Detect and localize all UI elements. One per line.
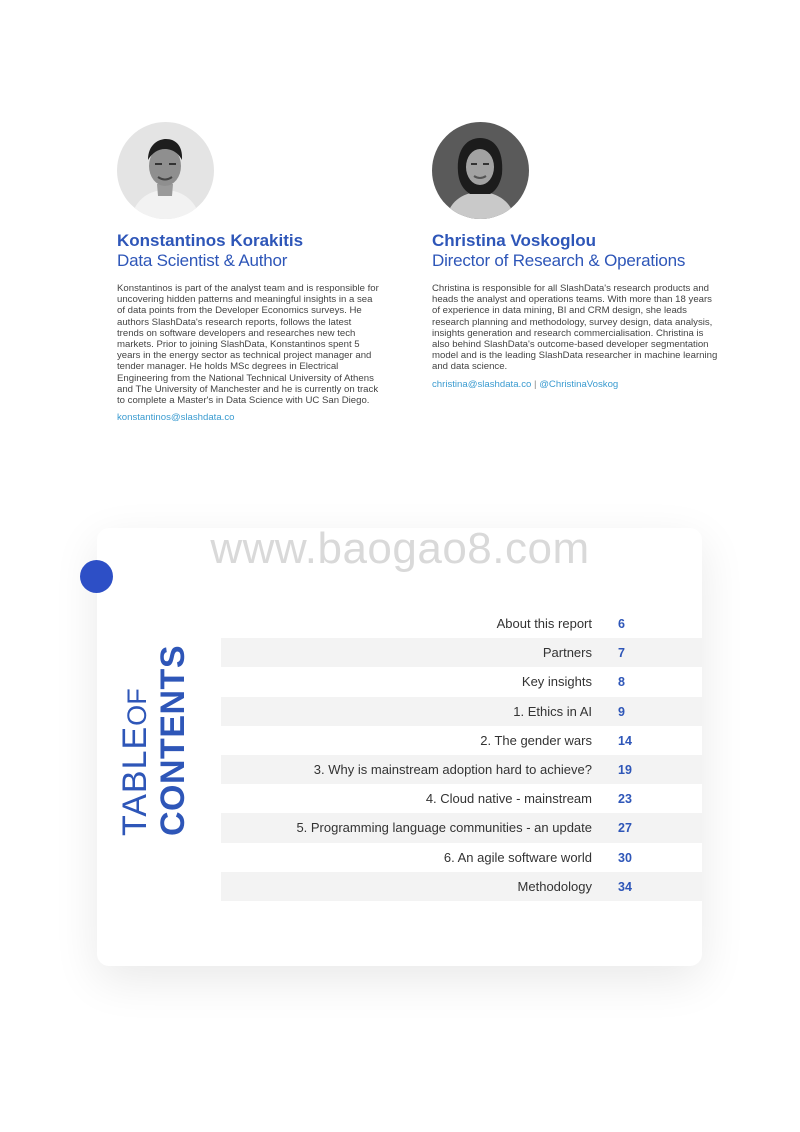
author-card-konstantinos [117,122,379,423]
email-link[interactable]: konstantinos@slashdata.co [117,412,235,424]
watermark: www.baogao8.com [210,524,590,573]
toc-entry-methodology[interactable] [221,872,702,901]
toc-entry-about[interactable] [221,609,702,638]
toc-entry-label: 3. Why is mainstream adoption hard to achieve? [313,761,592,777]
toc-entry-page: 14 [618,733,632,748]
contact-separator: | [534,378,537,390]
toc-entry-gender-wars[interactable] [221,726,702,755]
toc-entry-label: 5. Programming language communities - an update [296,820,592,836]
toc-entry-label: Key insights [521,674,592,690]
toc-entry-page: 34 [618,879,632,894]
author-contact [117,412,379,423]
author-role: Director of Research & Operations [432,251,686,270]
toc-entry-label: 1. Ethics in AI [513,703,592,719]
author-bio: Konstantinos is part of the analyst team and is responsible for uncovering hidden patterns and meaningful insights in a sea of data points from the Developer Economics surveys. He authors SlashData's research reports, follows the latest trends on software developers and researches new tech markets. Prior to joining SlashData, Konstantinos spent 5 years in the energy sector as technical project manager and tender manager. He holds MSc degrees in Electrical Engineering from the National Technical University of Athens and The University of Manchester and he is currently on track to complete a Master's in Data Science with UC San Diego. [117,283,379,407]
toc-entry-page: 19 [618,762,632,777]
toc-entry-label: About this report [496,616,592,631]
toc-title-line1: TABLEOF [116,688,154,836]
author-role: Data Scientist & Author [117,251,288,270]
toc-entry-label: 6. An agile software world [443,849,592,865]
author-card-christina [432,122,722,390]
toc-entry-language-communities[interactable] [221,813,702,842]
toc-entry-page: 6 [618,617,625,631]
toc-entry-page: 27 [618,821,632,836]
author-name: Christina Voskoglou [432,231,597,250]
toc-entry-label: Methodology [517,878,592,894]
toc-entry-key-insights[interactable] [221,667,702,696]
toc-entry-ethics-ai[interactable] [221,697,702,726]
avatar [432,122,529,219]
toc-title-line2: CONTENTS [154,645,192,836]
author-name: Konstantinos Korakitis [117,231,304,250]
toc-entry-mainstream-adoption[interactable] [221,755,702,784]
toc-title [117,616,197,836]
toc-entry-cloud-native[interactable] [221,784,702,813]
author-bio: Christina is responsible for all SlashData's research products and heads the analyst and operations teams. With more than 18 years of experience in data mining, BI and CRM design, she leads research planning and methodology, survey design, data analysis, insights generation and research commercialisation. Christina is also behind SlashData's outcome-based developer segmentation model and is the leading SlashData researcher in machine learning and data science. [432,283,718,373]
email-link[interactable]: christina@slashdata.co [432,378,532,390]
twitter-handle-link[interactable]: @ChristinaVoskog [539,378,619,390]
toc-entry-page: 23 [618,792,632,807]
toc-entry-label: 2. The gender wars [480,732,592,748]
toc-list [221,609,702,901]
toc-entry-agile-world[interactable] [221,843,702,872]
toc-entry-page: 7 [618,646,625,661]
toc-entry-page: 30 [618,850,632,865]
accent-dot [80,560,113,593]
avatar [117,122,214,219]
toc-entry-label: 4. Cloud native - mainstream [425,791,592,807]
toc-entry-partners[interactable] [221,638,702,667]
toc-entry-page: 8 [618,675,625,690]
author-contact [432,379,722,390]
toc-entry-page: 9 [618,704,625,719]
toc-entry-label: Partners [542,645,592,661]
